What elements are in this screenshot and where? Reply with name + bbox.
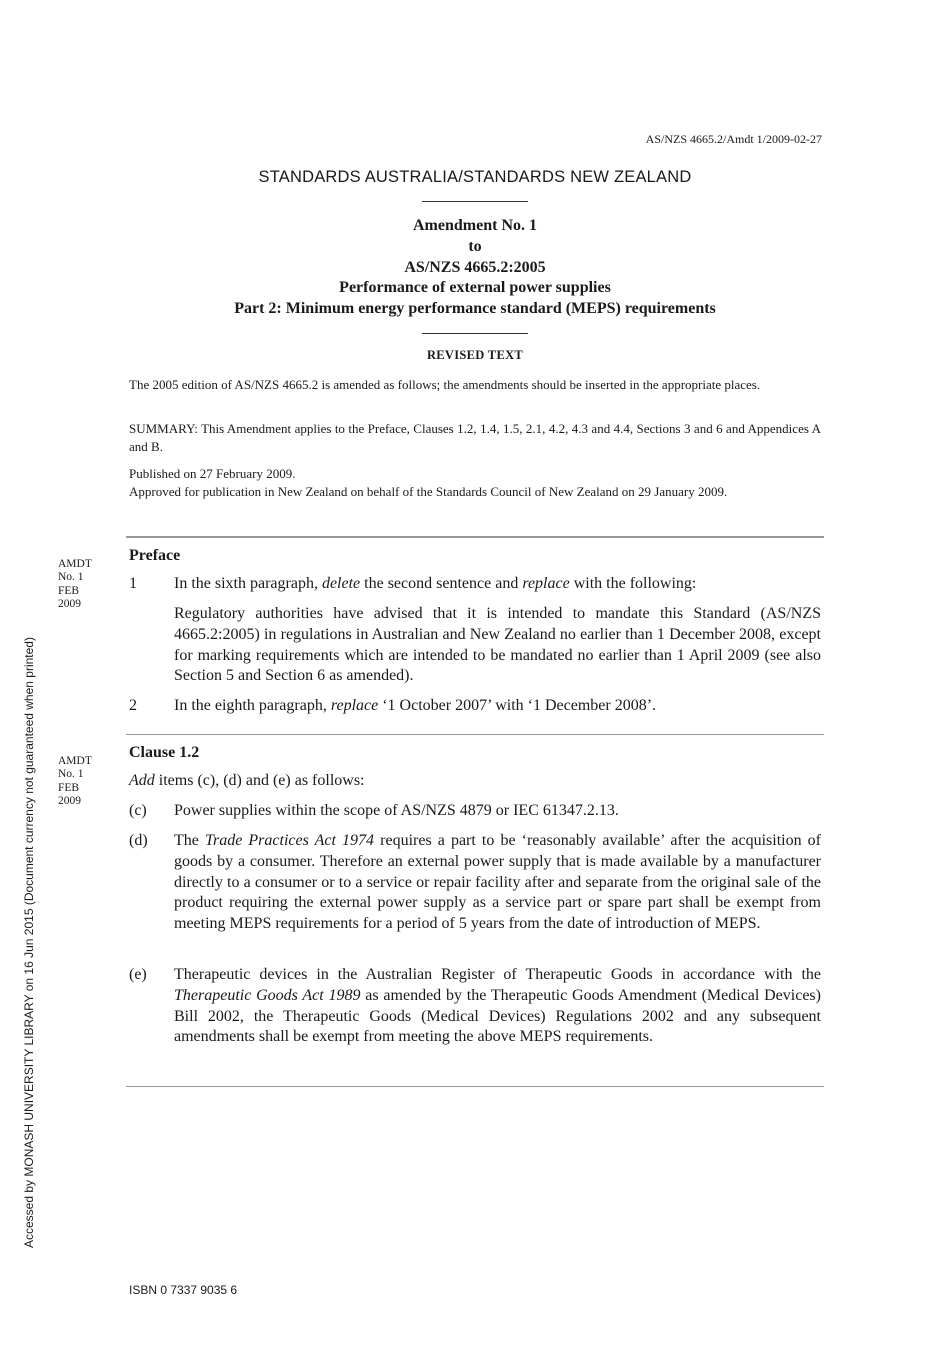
emphasis-delete: delete — [321, 575, 361, 592]
act-title: Trade Practices Act 1974 — [204, 832, 375, 849]
clause-instruction — [129, 771, 365, 792]
text-run: requires a part to be ‘reasonably available’ after the acquisition of goods by a consumer. Therefore an external power supply that is made available by a manufacturer directly to a consumer or to a service or repair facility after and separate from the original sale of the product requiring the external power supply as a service part or spare part shall be exempt from meeting MEPS requirements for a period of 5 years from the date of introduction of MEPS. — [174, 832, 822, 933]
item-label: (d) — [129, 832, 148, 849]
publication-info — [129, 465, 821, 500]
margin-note-line: FEB — [58, 781, 80, 794]
text-run: The — [174, 832, 205, 849]
text-run: the second sentence and — [360, 575, 523, 592]
summary-paragraph — [129, 420, 821, 455]
section-divider — [126, 1086, 824, 1087]
preface-item-1 — [174, 574, 821, 595]
title-line-to: to — [468, 237, 482, 255]
clause-item-e — [174, 965, 821, 1048]
organisation-title: STANDARDS AUSTRALIA/STANDARDS NEW ZEALAND — [258, 168, 692, 186]
margin-note-line: 2009 — [58, 598, 81, 611]
item-label: (c) — [129, 802, 147, 819]
margin-note-line: AMDT — [58, 755, 92, 767]
clause-heading: Clause 1.2 — [129, 744, 200, 761]
text-run: In the eighth paragraph, — [174, 697, 331, 714]
title-line-part: Part 2: Minimum energy performance standard (MEPS) requirements — [234, 300, 716, 318]
text-run: In the sixth paragraph, — [174, 575, 322, 592]
item-number: 1 — [129, 575, 137, 592]
title-line-standard: AS/NZS 4665.2:2005 — [404, 258, 546, 276]
preface-item-2 — [174, 696, 821, 717]
intro-text: The 2005 edition of AS/NZS 4665.2 is amended as follows; the amendments should be inserted in the appropriate places. — [129, 377, 761, 392]
margin-note-line: No. 1 — [58, 768, 84, 781]
item-number: 2 — [129, 697, 137, 714]
amendment-title — [0, 216, 950, 320]
isbn: ISBN 0 7337 9035 6 — [129, 1283, 238, 1297]
clause-item-c: Power supplies within the scope of AS/NZS 4879 or IEC 61347.2.13. — [174, 802, 619, 819]
replacement-text: Regulatory authorities have advised that it is intended to mandate this Standard (AS/NZS 4665.2:2005) in regulations in Australian and New Zealand no earlier than 1 December 2008, except for marking requirements which are intended to be mandated no earlier than 1 April 2009 (see also Section 5 and Section 6 as amended). — [174, 605, 821, 685]
summary-text: SUMMARY: This Amendment applies to the Preface, Clauses 1.2, 1.4, 1.5, 2.1, 4.2, 4.3 and 4.4, Sections 3 and 6 and Appendices A and B. — [129, 421, 821, 454]
act-title: Therapeutic Goods Act 1989 — [174, 986, 361, 1004]
document-reference: AS/NZS 4665.2/Amdt 1/2009-02-27 — [645, 132, 822, 146]
emphasis-replace: replace — [522, 575, 570, 592]
title-divider-bottom — [422, 333, 528, 334]
section-divider — [126, 734, 824, 735]
text-run: as amended by the Therapeutic Goods Amendment (Medical Devices) Bill 2002, the Therapeutic Goods (Medical Devices) Regulations 2002 and any subsequent amendments shall be exempt from meeting the above MEPS requirements. — [174, 986, 821, 1046]
amendment-margin-note — [58, 558, 92, 612]
margin-note-line: FEB — [58, 584, 80, 597]
amendment-margin-note — [58, 755, 92, 809]
approval-text: Approved for publication in New Zealand on behalf of the Standards Council of New Zealand on 29 January 2009. — [129, 483, 728, 499]
title-line-subject: Performance of external power supplies — [339, 279, 611, 297]
published-date: Published on 27 February 2009. — [129, 466, 296, 481]
intro-paragraph — [129, 376, 821, 394]
text-run: with the following: — [569, 575, 697, 592]
access-watermark: Accessed by MONASH UNIVERSITY LIBRARY on 16 Jun 2015 (Document currency not guaranteed when printed) — [22, 637, 36, 1248]
emphasis-replace: replace — [330, 697, 379, 714]
clause-item-d — [174, 831, 821, 935]
margin-note-line: AMDT — [58, 558, 92, 570]
preface-heading: Preface — [129, 547, 181, 564]
text-run: ‘1 October 2007’ with ‘1 December 2008’. — [378, 697, 657, 714]
text-run: Therapeutic devices in the Australian Register of Therapeutic Goods in accordance with the — [174, 966, 821, 983]
revised-text-label: REVISED TEXT — [426, 348, 524, 362]
emphasis-add: Add — [129, 772, 155, 789]
section-divider — [126, 536, 824, 538]
title-divider-top — [422, 201, 528, 202]
margin-note-line: No. 1 — [58, 571, 84, 584]
title-line-amendment: Amendment No. 1 — [413, 217, 537, 234]
margin-note-line: 2009 — [58, 795, 81, 808]
item-label: (e) — [129, 966, 147, 983]
text-run: items (c), (d) and (e) as follows: — [154, 772, 365, 789]
